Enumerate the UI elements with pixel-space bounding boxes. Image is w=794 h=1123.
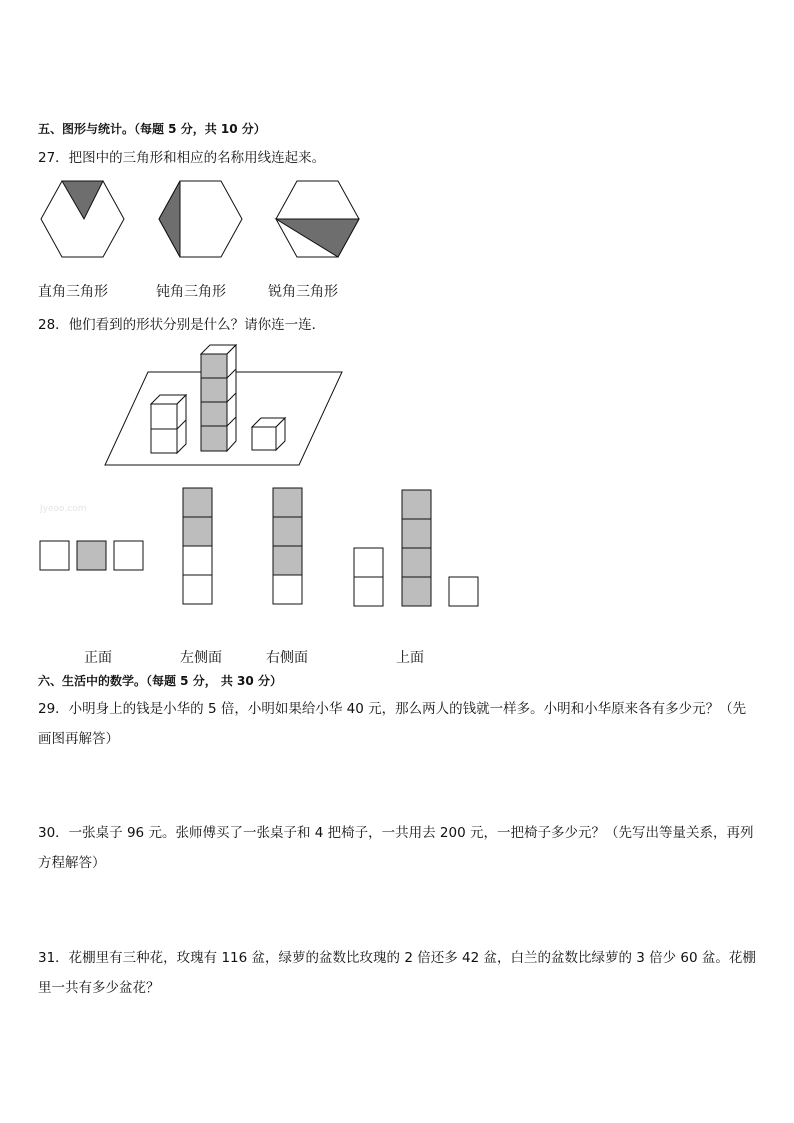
section-5-heading: 五、图形与统计。（每题 5 分，共 10 分） bbox=[38, 122, 266, 136]
watermark: Jyeoo.com bbox=[40, 504, 87, 514]
question-28-text: 28．他们看到的形状分别是什么？请你连一连． bbox=[38, 317, 326, 333]
question-31-line-1: 31．花棚里有三种花，玫瑰有 116 盆，绿萝的盆数比玫瑰的 2 倍还多 42 盆，白兰的盆数比绿萝的 3 倍少 60 盆。花棚 bbox=[38, 950, 756, 966]
q27-name-obtuse-triangle: 钝角三角形 bbox=[156, 284, 226, 300]
question-27-text: 27．把图中的三角形和相应的名称用线连起来。 bbox=[38, 150, 326, 166]
question-31-line-2: 里一共有多少盆花？ bbox=[38, 980, 160, 996]
q27-name-acute-triangle: 锐角三角形 bbox=[268, 284, 338, 300]
view-three-in-row bbox=[40, 541, 143, 570]
question-29-line-2: 画图再解答） bbox=[38, 731, 119, 747]
view-label-top: 上面 bbox=[396, 650, 424, 666]
section-6-heading: 六、生活中的数学。（每题 5 分， 共 30 分） bbox=[38, 674, 282, 688]
question-30-line-2: 方程解答） bbox=[38, 855, 106, 871]
view-label-right-side: 右侧面 bbox=[266, 650, 308, 666]
view-label-left-side: 左侧面 bbox=[180, 650, 222, 666]
view-column-a bbox=[183, 488, 212, 604]
q27-name-right-triangle: 直角三角形 bbox=[38, 284, 108, 300]
question-29-line-1: 29．小明身上的钱是小华的 5 倍，小明如果给小华 40 元，那么两人的钱就一样多。小明和小华原来各有多少元？（先 bbox=[38, 701, 747, 717]
question-30-line-1: 30．一张桌子 96 元。张师傅买了一张桌子和 4 把椅子，一共用去 200 元，一把椅子多少元？（先写出等量关系，再列 bbox=[38, 825, 754, 841]
view-column-b bbox=[273, 488, 302, 604]
view-mixed-heights bbox=[354, 490, 478, 606]
view-label-front: 正面 bbox=[84, 650, 112, 666]
